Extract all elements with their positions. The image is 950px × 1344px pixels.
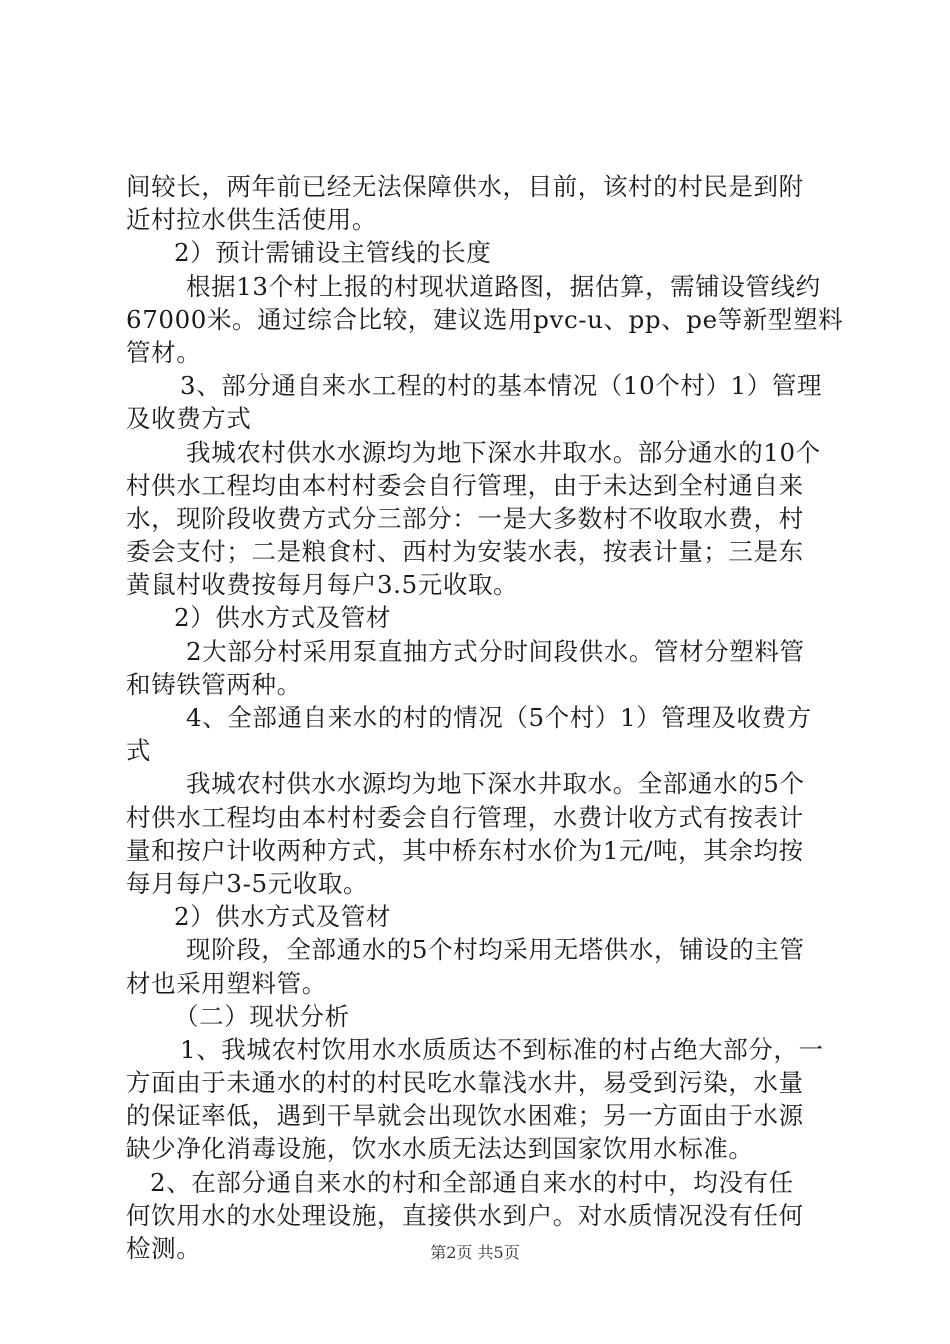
text-line: 的保证率低，遇到干旱就会出现饮水困难；另一方面由于水源 [126, 1101, 804, 1131]
text-line: 缺少净化消毒设施，饮水水质无法达到国家饮用水标准。 [126, 1134, 754, 1164]
text-line: 2、在部分通自来水的村和全部通自来水的村中，均没有任 [150, 1167, 794, 1197]
body-text [126, 170, 844, 1265]
text-line: 黄鼠村收费按每月每户3.5元收取。 [126, 570, 519, 600]
text-line: 每月每户3-5元收取。 [126, 868, 369, 898]
text-line: 2大部分村采用泵直抽方式分时间段供水。管材分塑料管 [186, 636, 805, 666]
text-line: 1、我城农村饮用水水质质达不到标准的村占绝大部分，一 [180, 1034, 824, 1064]
subheading: 2）供水方式及管材 [174, 603, 391, 633]
subheading: 2）预计需铺设主管线的长度 [174, 238, 492, 268]
text-line: 管材。 [126, 337, 202, 367]
text-line: 近村拉水供生活使用。 [126, 205, 377, 235]
text-line: 方面由于未通水的村的村民吃水靠浅水井，易受到污染，水量 [126, 1068, 804, 1098]
text-line: 式 [126, 736, 152, 766]
subheading: 2）供水方式及管材 [174, 902, 391, 932]
page-number-footer: 第2页 共5页 [430, 1243, 520, 1262]
text-line: 委会支付；二是粮食村、西村为安装水表，按表计量；三是东 [126, 537, 804, 567]
section-heading: 4、全部通自来水的村的情况（5个村）1）管理及收费方 [186, 703, 812, 732]
text-line: 我城农村供水水源均为地下深水井取水。全部通水的5个 [186, 769, 805, 799]
text-line: 村供水工程均由本村村委会自行管理，由于未达到全村通自来 [126, 470, 804, 500]
text-line: 间较长，两年前已经无法保障供水，目前，该村的村民是到附 [126, 172, 804, 201]
text-line: 和铸铁管两种。 [126, 669, 302, 699]
text-line: 现阶段，全部通水的5个村均采用无塔供水，铺设的主管 [186, 935, 805, 965]
text-line: 我城农村供水水源均为地下深水井取水。部分通水的10个 [186, 437, 821, 467]
section-heading: （二）现状分析 [174, 1001, 350, 1031]
text-line: 根据13个村上报的村现状道路图，据估算，需铺设管线约 [186, 271, 821, 301]
text-line: 及收费方式 [126, 404, 252, 434]
section-heading: 3、部分通自来水工程的村的基本情况（10个村）1）管理 [180, 371, 823, 401]
text-line: 何饮用水的水处理设施，直接供水到户。对水质情况没有任何 [126, 1200, 804, 1230]
text-line: 材也采用塑料管。 [126, 968, 327, 998]
text-line: 水，现阶段收费方式分三部分：一是大多数村不收取水费，村 [126, 503, 804, 533]
text-line: 村供水工程均由本村村委会自行管理，水费计收方式有按表计 [126, 802, 804, 832]
text-line: 量和按户计收两种方式，其中桥东村水价为1元/吨，其余均按 [126, 835, 804, 865]
text-line: 67000米。通过综合比较，建议选用pvc-u、pp、pe等新型塑料 [126, 304, 844, 334]
text-line: 检测。 [126, 1234, 202, 1263]
